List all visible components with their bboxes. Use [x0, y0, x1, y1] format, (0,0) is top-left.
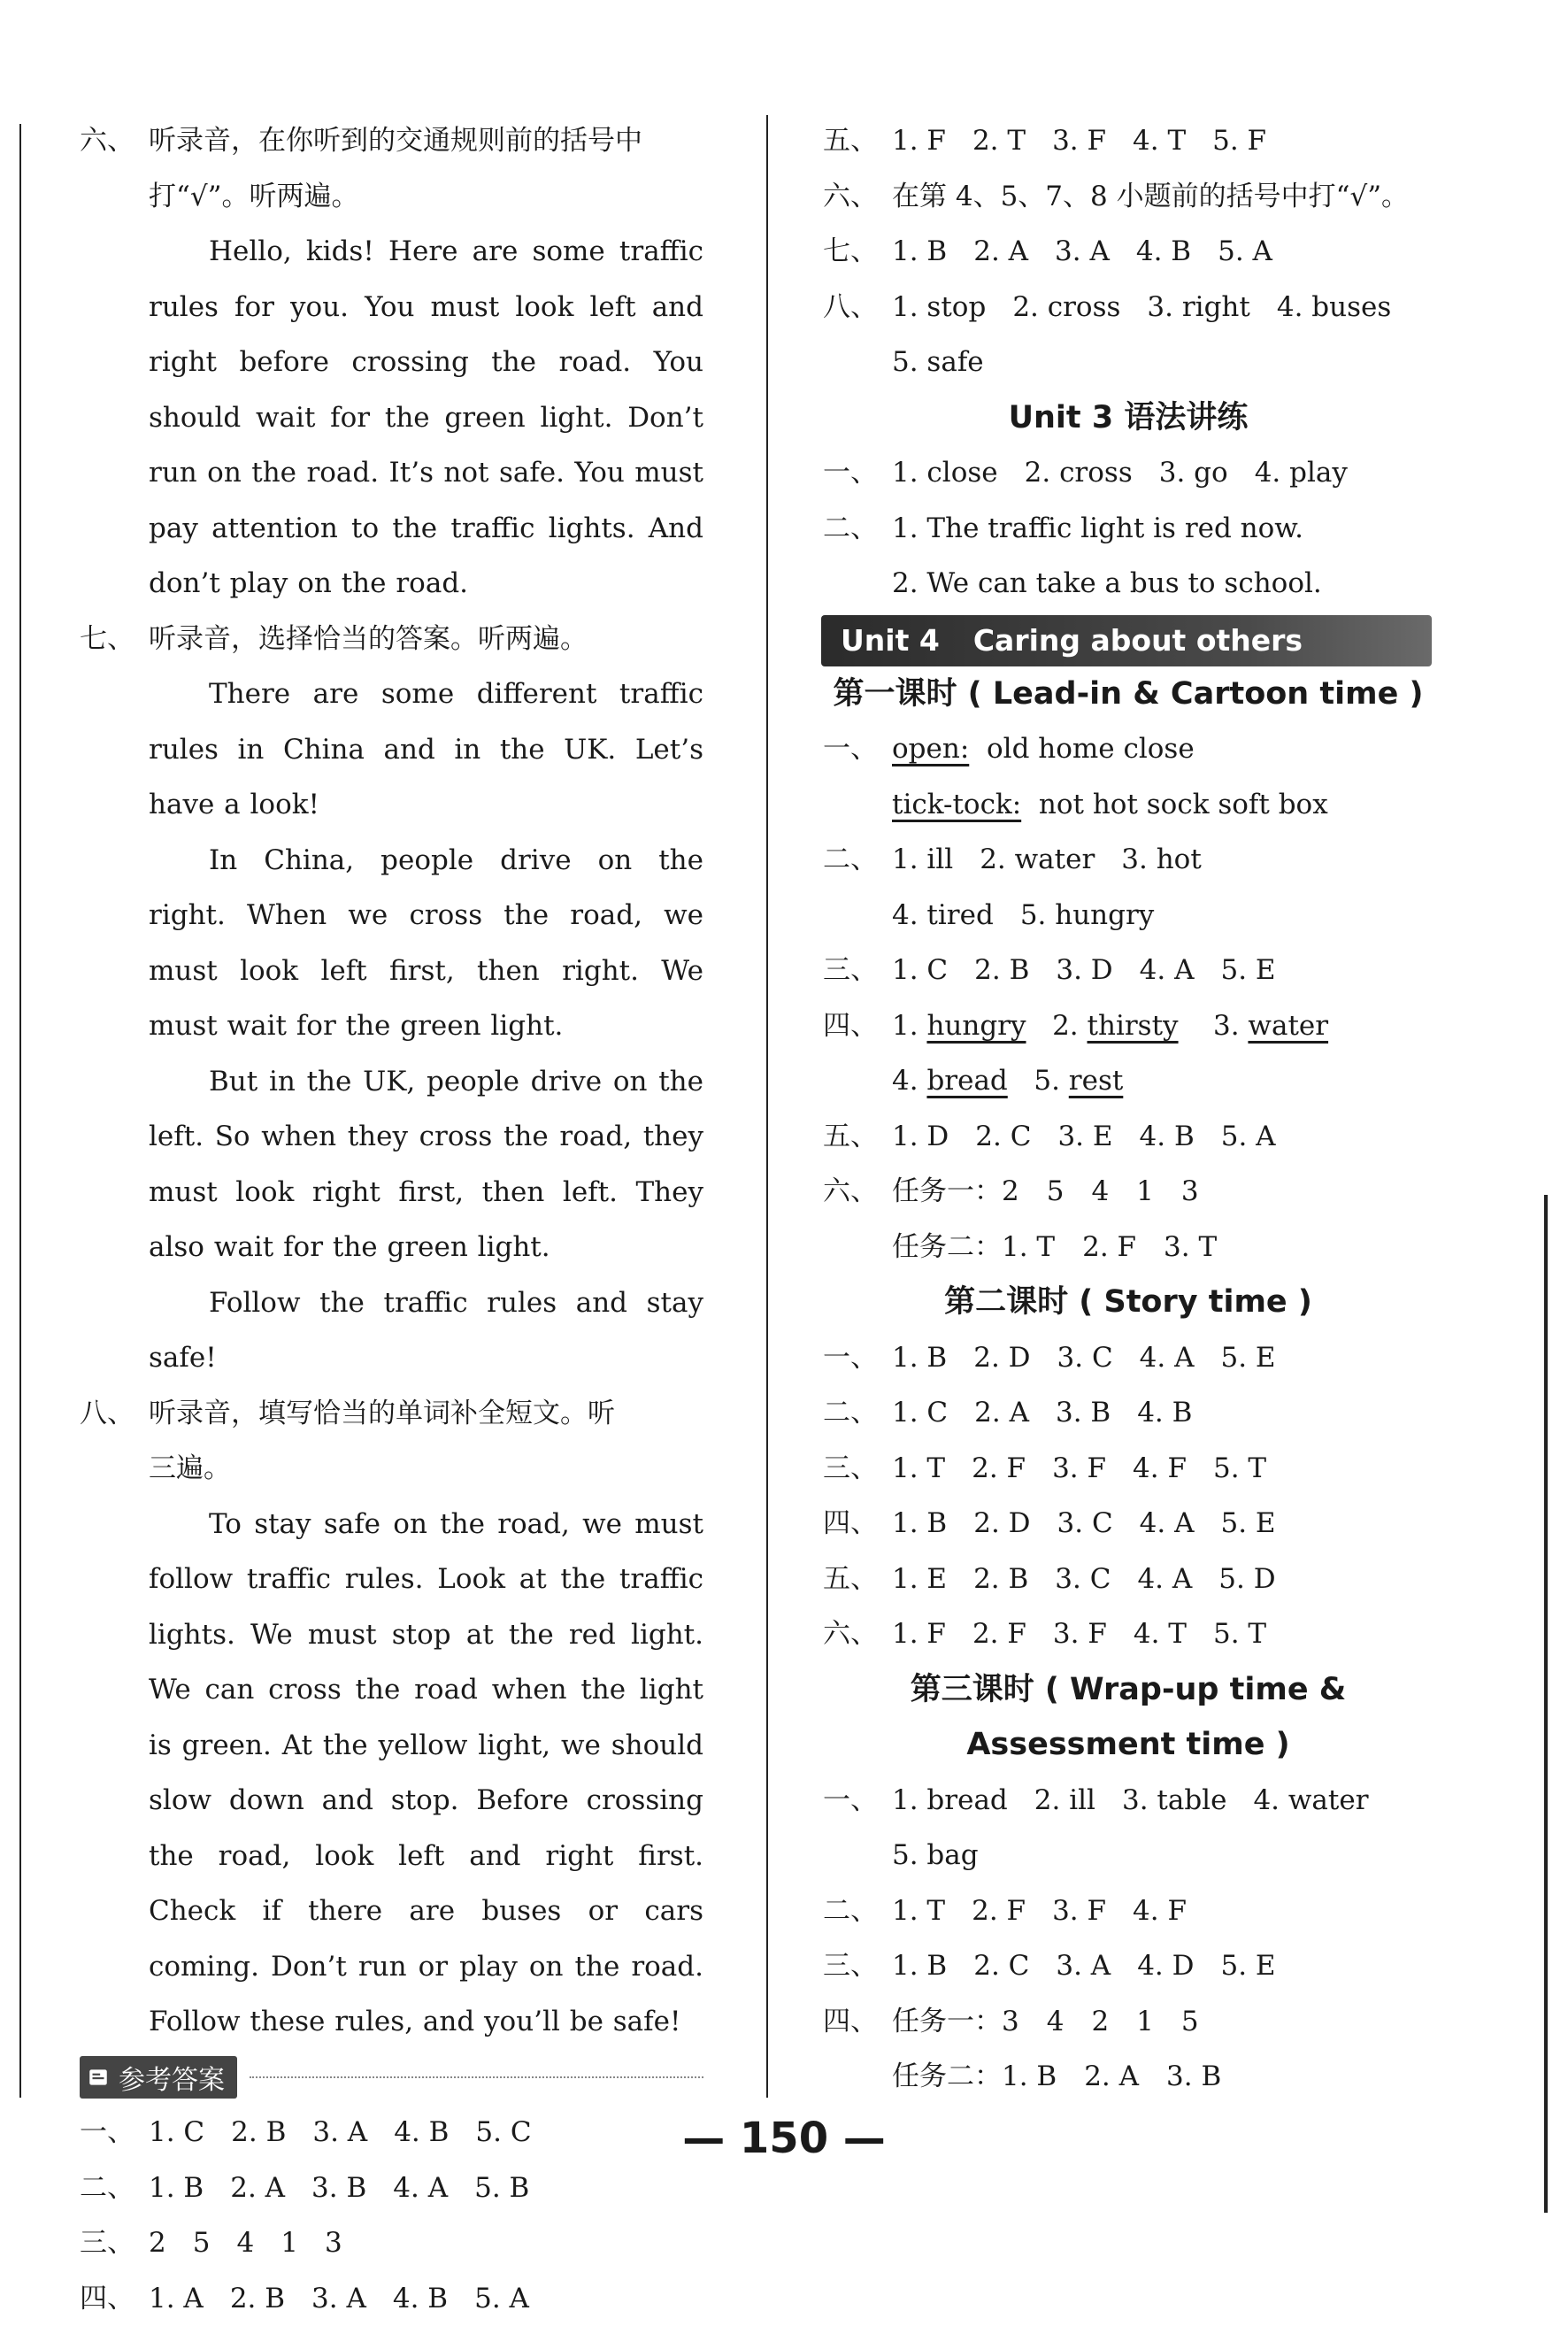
- unit4-title: Caring about others: [973, 623, 1303, 658]
- answer-item: 3. F: [1052, 1895, 1106, 1927]
- answer-item: 3: [325, 2227, 342, 2259]
- answer-item: 1. A: [149, 2283, 204, 2314]
- item-number: 2.: [1052, 1010, 1079, 1042]
- question-7-line-1: [80, 612, 703, 667]
- answer-item: 5. E: [1221, 1342, 1276, 1374]
- answer-item: 2. D: [973, 1507, 1030, 1539]
- unit3-heading: Unit 3 语法讲练: [823, 390, 1433, 446]
- answer-item: 5. T: [1213, 1618, 1266, 1650]
- answer-item: 1. C: [892, 1397, 948, 1429]
- answers-label: 参考答案: [119, 2058, 225, 2097]
- answer-item: 2. D: [973, 1342, 1030, 1374]
- answer-row: [80, 2215, 703, 2271]
- answer-item: 3. hot: [1121, 843, 1202, 875]
- answer-item: 3. F: [1052, 1452, 1106, 1484]
- answer-row: [823, 335, 1433, 390]
- answer-item: 1. ill: [892, 843, 953, 875]
- answer-item: 5. E: [1221, 954, 1276, 986]
- question-number: 二、: [823, 1385, 892, 1441]
- answer-item: 4. buses: [1277, 291, 1391, 323]
- question-number: 一、: [823, 721, 892, 777]
- answer-item: 5. bag: [892, 1839, 979, 1871]
- answer-item: 2. We can take a bus to school.: [892, 567, 1322, 599]
- paragraph: But in the UK, people drive on the left. So when they cross the road, they must look right first, then left. They also wait for the green light.: [149, 1054, 703, 1275]
- answer-item: 4. tired: [892, 899, 994, 931]
- answer-row: [823, 1385, 1433, 1441]
- answer-item: 3. A: [312, 2116, 367, 2148]
- answer-item: 3. E: [1057, 1121, 1112, 1152]
- question-number: 一、: [823, 445, 892, 501]
- answer-item: 2. F: [972, 1618, 1026, 1650]
- question-number: 三、: [823, 1441, 892, 1497]
- lesson2-heading: 第二课时 ( Story time ): [823, 1275, 1433, 1330]
- column-divider: [766, 115, 768, 2098]
- answer-row: [823, 501, 1433, 557]
- answer-item: 3. B: [311, 2172, 366, 2204]
- question-number: 一、: [823, 1330, 892, 1386]
- lesson1-q6-task2: 任务二：1. T 2. F 3. T: [823, 1220, 1433, 1275]
- question-number: 五、: [823, 1552, 892, 1607]
- question-number: 八、: [823, 280, 892, 335]
- question-text: 听录音，选择恰当的答案。听两遍。: [149, 623, 588, 655]
- lesson1-heading: 第一课时 ( Lead-in & Cartoon time ): [823, 666, 1433, 722]
- answer-item: 5. E: [1221, 1950, 1276, 1982]
- answer-item: 1. B: [892, 1342, 947, 1374]
- question-number: 五、: [823, 113, 892, 169]
- question-number: 六、: [823, 169, 892, 225]
- question-number: 四、: [823, 1994, 892, 2050]
- answer-item: 5. A: [474, 2283, 529, 2314]
- question-number: 七、: [823, 224, 892, 280]
- answer-row: [823, 1552, 1433, 1607]
- answer-row: [823, 1441, 1433, 1497]
- lesson1-q1-ticktock: [823, 777, 1433, 833]
- lesson3-heading-1: 第三课时 ( Wrap-up time &: [823, 1662, 1433, 1718]
- answer-row: [823, 888, 1433, 943]
- answer-list-unit3: [823, 445, 1433, 612]
- lesson3-q4-task2: 任务二：1. B 2. A 3. B: [823, 2049, 1433, 2105]
- left-margin-line: [19, 124, 21, 2098]
- answer-item: 2. T: [972, 125, 1026, 157]
- question-8-line-1: [80, 1386, 703, 1442]
- lesson1-q4-line-2: [823, 1053, 1433, 1109]
- answer-item: 5. hungry: [1020, 899, 1155, 931]
- answer-word: bread: [926, 1065, 1007, 1097]
- dotted-rule: [250, 2076, 703, 2078]
- answer-item: 3. A: [1056, 1950, 1111, 1982]
- item-number: 4.: [892, 1065, 919, 1097]
- answer-item: 2: [149, 2227, 166, 2259]
- answer-item: 1. C: [149, 2116, 204, 2148]
- answer-item: 2. cross: [1025, 457, 1133, 489]
- question-number: 三、: [80, 2215, 149, 2271]
- answer-item: 1. C: [892, 954, 948, 986]
- answer-item: 4. F: [1133, 1895, 1187, 1927]
- answer-item: 5. C: [475, 2116, 531, 2148]
- question-number: 四、: [80, 2271, 149, 2326]
- lesson3-heading-2: Assessment time ): [823, 1717, 1433, 1773]
- answer-item: 3. A: [1055, 235, 1110, 267]
- question-number: 六、: [80, 113, 149, 169]
- lesson2-answers: [823, 1330, 1433, 1662]
- answer-row: [80, 2160, 703, 2216]
- question-6-line-1: [80, 113, 703, 169]
- answer-item: 5. T: [1213, 1452, 1266, 1484]
- answer-word: hungry: [926, 1010, 1026, 1042]
- lesson1-q5: [823, 1109, 1433, 1165]
- answer-row: [823, 1883, 1433, 1939]
- transcript-6: [80, 224, 703, 612]
- answer-item: 2. F: [972, 1895, 1026, 1927]
- ticktock-words: not hot sock soft box: [1039, 789, 1328, 820]
- answer-item: 2. B: [231, 2116, 286, 2148]
- transcript-7: [80, 666, 703, 1386]
- answer-word: water: [1248, 1010, 1328, 1042]
- question-number: 八、: [80, 1386, 149, 1442]
- item-number: 1.: [892, 1010, 919, 1042]
- question-number: 七、: [80, 612, 149, 667]
- answer-item: 1. E: [892, 1563, 947, 1595]
- paragraph: There are some different traffic rules in China and in the UK. Let’s have a look!: [149, 666, 703, 833]
- answer-row: [823, 1109, 1433, 1165]
- answer-item: 1. close: [892, 457, 998, 489]
- right-column: [823, 113, 1433, 2105]
- answer-item: 4. B: [393, 2283, 448, 2314]
- answer-item: 2. B: [230, 2283, 285, 2314]
- answer-item: 3. table: [1122, 1784, 1226, 1816]
- answer-item: 4. B: [1137, 1397, 1192, 1429]
- lesson1-q1-open: [823, 721, 1433, 777]
- answer-item: 4. B: [394, 2116, 449, 2148]
- answer-item: 5. E: [1221, 1507, 1276, 1539]
- answer-item: 4. F: [1133, 1452, 1187, 1484]
- book-icon: [87, 2066, 110, 2089]
- answer-item: 3. F: [1052, 125, 1106, 157]
- lesson1-q3: [823, 943, 1433, 998]
- answer-item: 1. F: [892, 125, 946, 157]
- answer-item: 1. D: [892, 1121, 949, 1152]
- answer-row: [823, 1330, 1433, 1386]
- answer-row: [823, 280, 1433, 335]
- answer-item: 2. C: [975, 1121, 1031, 1152]
- question-number: 三、: [823, 943, 892, 998]
- question-number: 二、: [823, 1883, 892, 1939]
- question-text: 听录音，在你听到的交通规则前的括号中: [149, 125, 642, 157]
- answer-item: 4. A: [1137, 1563, 1192, 1595]
- question-number: 二、: [823, 832, 892, 888]
- answer-item: 5. A: [1218, 235, 1272, 267]
- answer-list-top: [823, 113, 1433, 390]
- answer-item: 2. cross: [1012, 291, 1120, 323]
- answer-row: [823, 445, 1433, 501]
- answer-item: 3. C: [1055, 1563, 1111, 1595]
- answers-badge: [80, 2056, 237, 2099]
- answer-item: 5. safe: [892, 346, 984, 378]
- answer-row: [823, 224, 1433, 280]
- answer-item: 4. T: [1133, 125, 1186, 157]
- answer-item: 4. A: [1140, 1507, 1195, 1539]
- unit4-banner: [821, 615, 1432, 666]
- answer-row: [823, 1938, 1433, 1994]
- question-number: 六、: [823, 1606, 892, 1662]
- answer-item: 2. B: [973, 1563, 1028, 1595]
- unit4-number: Unit 4: [841, 623, 940, 658]
- answer-word: rest: [1069, 1065, 1124, 1097]
- answer-item: 3. F: [1053, 1618, 1107, 1650]
- answer-item: 4. D: [1137, 1950, 1194, 1982]
- answer-item: 4. B: [1140, 1121, 1195, 1152]
- answer-row: [80, 2271, 703, 2326]
- answer-item: 4. A: [393, 2172, 448, 2204]
- answer-item: 1. stop: [892, 291, 986, 323]
- answer-word: thirsty: [1088, 1010, 1179, 1042]
- answer-row: [823, 1828, 1433, 1883]
- answer-item: 3. C: [1057, 1507, 1113, 1539]
- answer-row: [823, 1606, 1433, 1662]
- answer-item: 3. right: [1147, 291, 1249, 323]
- lesson3-q4-task1: [823, 1994, 1433, 2050]
- lesson3-answers: [823, 1773, 1433, 1994]
- answer-item: 1. B: [149, 2172, 204, 2204]
- question-number: 五、: [823, 1109, 892, 1165]
- right-margin-line: [1544, 1195, 1548, 2213]
- answer-row: [823, 113, 1433, 169]
- transcript-8: [80, 1497, 703, 2050]
- answer-item: 4: [236, 2227, 254, 2259]
- answer-row: [823, 1773, 1433, 1829]
- answer-item: 4. water: [1253, 1784, 1368, 1816]
- question-number: 四、: [823, 998, 892, 1054]
- answer-item: 1: [281, 2227, 298, 2259]
- answer-item: 1. B: [892, 235, 947, 267]
- answer-item: 4. B: [1136, 235, 1191, 267]
- lesson1-q6-task1: [823, 1164, 1433, 1220]
- paragraph: In China, people drive on the right. When we cross the road, we must look left first, then right. We must wait for the green light.: [149, 833, 703, 1054]
- task-text: 任务一：3 4 2 1 5: [892, 2006, 1199, 2037]
- answer-item: 1. F: [892, 1618, 946, 1650]
- question-number: 一、: [80, 2105, 149, 2160]
- answer-item: 1. The traffic light is red now.: [892, 512, 1303, 544]
- answer-item: 2. water: [980, 843, 1095, 875]
- answer-item: 2. ill: [1034, 1784, 1095, 1816]
- paragraph: Follow the traffic rules and stay safe!: [149, 1275, 703, 1386]
- answer-row: [823, 556, 1433, 612]
- lesson1-q4-line-1: [823, 998, 1433, 1054]
- answer-item: 1. bread: [892, 1784, 1008, 1816]
- open-words: old home close: [987, 733, 1195, 765]
- question-number: 六、: [823, 1164, 892, 1220]
- answer-item: 5. A: [1221, 1121, 1276, 1152]
- question-text: 听录音，填写恰当的单词补全短文。听: [149, 1398, 615, 1429]
- answer-item: 3. B: [1056, 1397, 1111, 1429]
- item-number: 3.: [1213, 1010, 1240, 1042]
- answer-item: 3. go: [1159, 457, 1228, 489]
- lesson1-q2: [823, 832, 1433, 943]
- answer-item: 2. B: [974, 954, 1029, 986]
- answer-item: 2. A: [230, 2172, 285, 2204]
- question-number: 一、: [823, 1773, 892, 1829]
- answer-text: 在第 4、5、7、8 小题前的括号中打“√”。: [892, 181, 1409, 212]
- answer-item: 2. A: [973, 235, 1028, 267]
- item-number: 5.: [1034, 1065, 1060, 1097]
- answer-row: [823, 169, 1433, 225]
- question-6-line-2: 打“√”。听两遍。: [80, 169, 703, 225]
- answer-item: 2. C: [973, 1950, 1029, 1982]
- question-number: 四、: [823, 1496, 892, 1552]
- answer-item: 2. A: [974, 1397, 1029, 1429]
- answer-item: 4. play: [1255, 457, 1348, 489]
- question-number: 二、: [80, 2160, 149, 2216]
- paragraph: To stay safe on the road, we must follow traffic rules. Look at the traffic lights. We must stop at the red light. We can cross the road when the light is green. At the yellow light, we should slow down and stop. Before crossing the road, look left and right first. Check if there are buses or cars coming. Don’t run or play on the road. Follow these rules, and you’ll be safe!: [149, 1497, 703, 2050]
- answer-item: 1. T: [892, 1452, 945, 1484]
- left-column: [80, 113, 703, 2326]
- page-number: — 150 —: [0, 2114, 1568, 2163]
- answers-header: [80, 2050, 703, 2106]
- answer-item: 1. B: [892, 1507, 947, 1539]
- answer-item: 1. B: [892, 1950, 947, 1982]
- answer-row: [823, 943, 1433, 998]
- paragraph: Hello, kids! Here are some traffic rules for you. You must look left and right before crossing the road. You should wait for the green light. Don’t run on the road. It’s not safe. You must pay attention to the traffic lights. And don’t play on the road.: [149, 224, 703, 612]
- answer-item: 3. A: [311, 2283, 366, 2314]
- answer-item: 4. T: [1134, 1618, 1187, 1650]
- answer-item: 5. B: [474, 2172, 529, 2204]
- question-number: 三、: [823, 1938, 892, 1994]
- question-8-line-2: 三遍。: [80, 1441, 703, 1497]
- answer-row: [823, 1496, 1433, 1552]
- answer-item: 1. T: [892, 1895, 945, 1927]
- answer-item: 5. F: [1212, 125, 1266, 157]
- open-label: open:: [892, 733, 969, 765]
- answer-item: 2. F: [972, 1452, 1026, 1484]
- answer-item: 4. A: [1140, 954, 1195, 986]
- answer-item: 5: [193, 2227, 211, 2259]
- answer-row: [823, 832, 1433, 888]
- answer-item: 3. C: [1057, 1342, 1113, 1374]
- answer-item: 3. D: [1056, 954, 1112, 986]
- answer-item: 4. A: [1140, 1342, 1195, 1374]
- answer-item: 5. D: [1218, 1563, 1275, 1595]
- ticktock-label: tick-tock:: [892, 789, 1021, 820]
- task-text: 任务一：2 5 4 1 3: [892, 1175, 1199, 1207]
- question-number: 二、: [823, 501, 892, 557]
